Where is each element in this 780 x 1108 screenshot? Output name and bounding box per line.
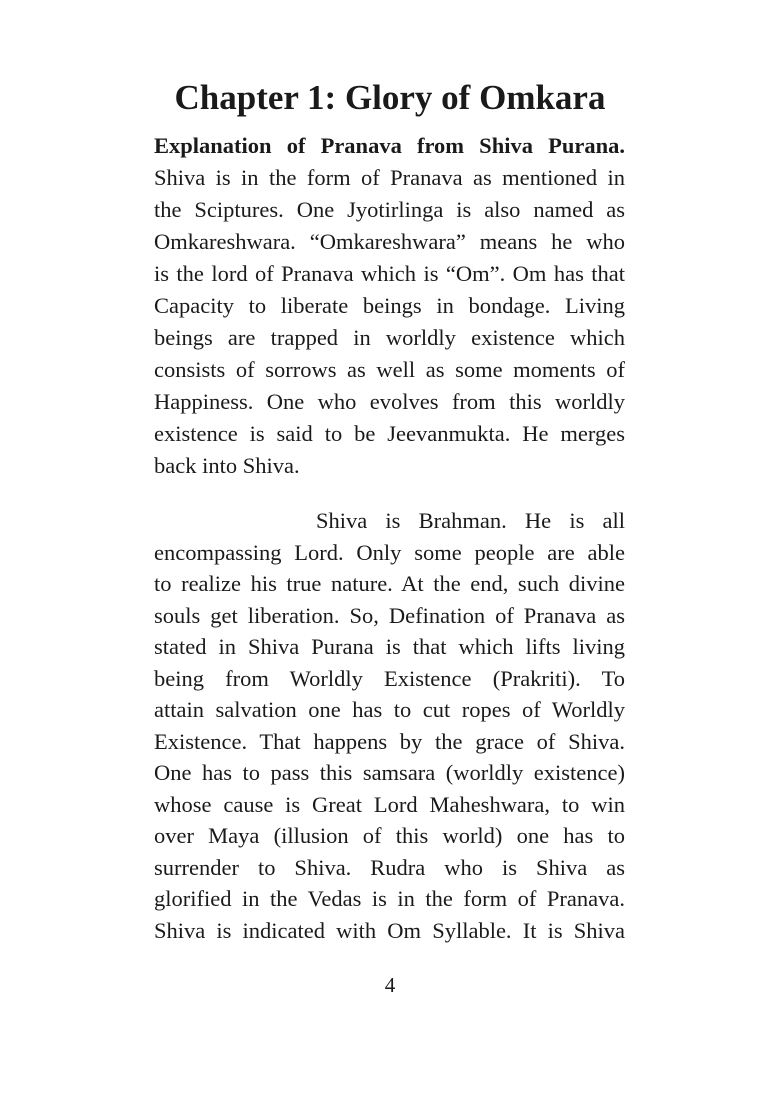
text-line: the Sciptures. One Jyotirlinga is also named as: [154, 197, 625, 222]
text-line: being from Worldly Existence (Prakriti). To: [154, 665, 625, 691]
text-line: is the lord of Pranava which is “Om”. Om has that: [154, 261, 625, 286]
text-line: Shiva is indicated with Om Syllable. It is Shiva: [154, 917, 625, 943]
text-line: Happiness. One who evolves from this worldly: [154, 389, 625, 414]
paragraph-1: [154, 130, 625, 482]
text-line: consists of sorrows as well as some moments of: [154, 357, 625, 382]
text-line: souls get liberation. So, Defination of Pranava as: [154, 602, 625, 628]
text-line: glorified in the Vedas is in the form of Pranava.: [154, 886, 625, 911]
page-number: 4: [384, 973, 396, 997]
text-line: existence is said to be Jeevanmukta. He merges: [154, 421, 625, 446]
text-line: beings are trapped in worldly existence which: [154, 325, 625, 350]
text-line: over Maya (illusion of this world) one has to: [154, 823, 625, 848]
paragraph-2: [154, 505, 625, 946]
text-line: Existence. That happens by the grace of Shiva.: [154, 728, 625, 754]
text-line: Shiva is in the form of Pranava as mentioned in: [154, 165, 625, 190]
text-line: whose cause is Great Lord Maheshwara, to win: [154, 791, 625, 817]
section-heading: Explanation of Pranava from Shiva Purana.: [154, 133, 625, 158]
text-line: back into Shiva.: [154, 453, 300, 478]
text-line: surrender to Shiva. Rudra who is Shiva as: [154, 854, 625, 880]
text-line: to realize his true nature. At the end, such divine: [154, 571, 625, 596]
text-line: One has to pass this samsara (worldly existence): [154, 760, 625, 785]
text-line: attain salvation one has to cut ropes of Worldly: [154, 697, 625, 722]
text-line: stated in Shiva Purana is that which lifts living: [154, 634, 625, 659]
text-line: Capacity to liberate beings in bondage. Living: [154, 293, 625, 318]
text-line: Omkareshwara. “Omkareshwara” means he who: [154, 229, 625, 254]
chapter-title: Chapter 1: Glory of Omkara: [174, 78, 606, 117]
text-line: Shiva is Brahman. He is all: [316, 508, 625, 533]
text-line: encompassing Lord. Only some people are able: [154, 539, 625, 565]
